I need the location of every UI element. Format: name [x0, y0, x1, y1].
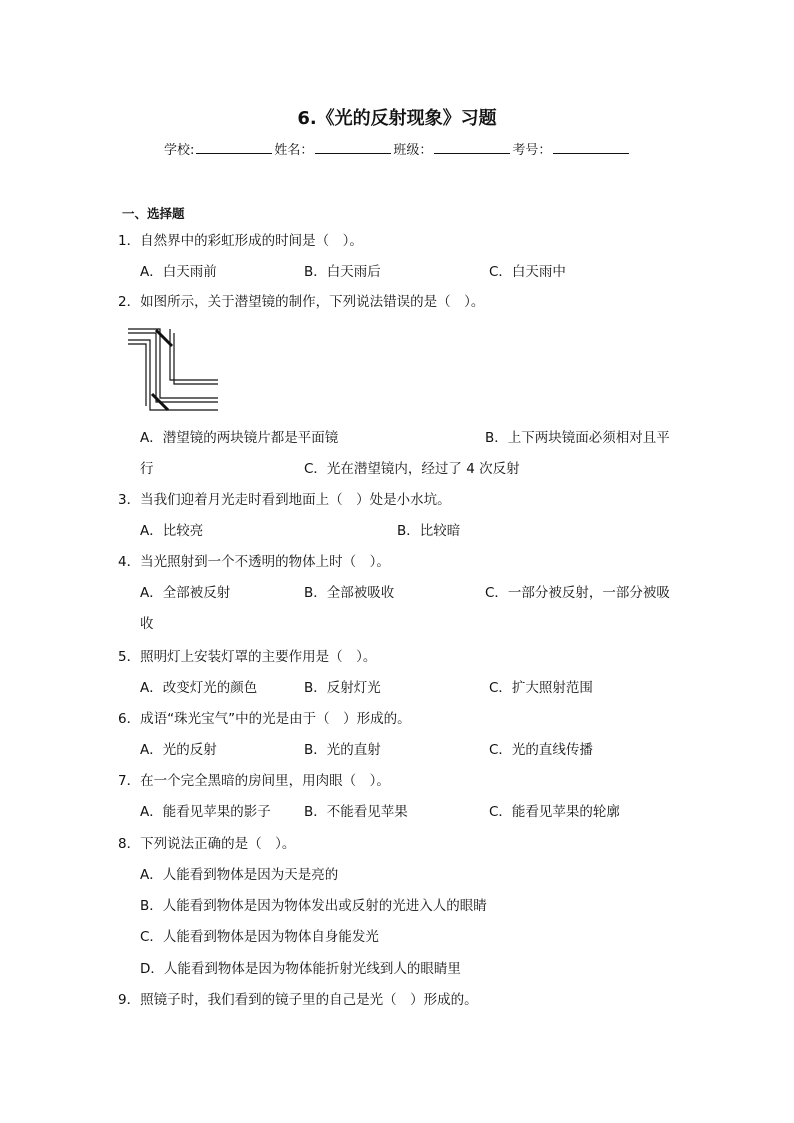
q8-option-c: C．人能看到物体是因为物体自身能发光 — [140, 929, 379, 945]
q6-option-a: A．光的反射 — [140, 742, 217, 758]
question-4: 4．当光照射到一个不透明的物体上时（ ）。 — [118, 554, 390, 570]
q1-option-c: C．白天雨中 — [489, 264, 566, 280]
q7-option-c: C．能看见苹果的轮廓 — [489, 804, 620, 820]
q1-option-b: B．白天雨后 — [304, 264, 381, 280]
question-7: 7．在一个完全黑暗的房间里，用肉眼（ ）。 — [118, 773, 390, 789]
q1-option-a: A．白天雨前 — [140, 264, 217, 280]
q5-option-b: B．反射灯光 — [304, 680, 381, 696]
periscope-figure — [126, 324, 222, 412]
question-8: 8．下列说法正确的是（ ）。 — [118, 836, 296, 852]
question-5: 5．照明灯上安装灯罩的主要作用是（ ）。 — [118, 649, 377, 665]
q7-option-b: B．不能看见苹果 — [304, 804, 408, 820]
question-3: 3．当我们迎着月光走时看到地面上（ ）处是小水坑。 — [118, 492, 451, 508]
q2-option-c: C．光在潜望镜内，经过了 4 次反射 — [304, 461, 520, 477]
q4-option-a: A．全部被反射 — [140, 585, 231, 601]
q2-option-b-cont: 行 — [140, 461, 154, 477]
number-label: 考号： — [512, 143, 552, 158]
q4-option-c: C．一部分被反射，一部分被吸 — [485, 585, 670, 601]
question-1: 1．自然界中的彩虹形成的时间是（ ）。 — [118, 233, 363, 249]
question-9: 9．照镜子时，我们看到的镜子里的自己是光（ ）形成的。 — [118, 992, 478, 1008]
class-blank[interactable] — [434, 142, 510, 154]
q6-option-c: C．光的直线传播 — [489, 742, 593, 758]
q8-option-d: D．人能看到物体是因为物体能折射光线到人的眼睛里 — [140, 961, 461, 977]
q3-option-b: B．比较暗 — [397, 523, 461, 539]
school-blank[interactable] — [196, 142, 272, 154]
q4-option-b: B．全部被吸收 — [304, 585, 395, 601]
q8-option-a: A．人能看到物体是因为天是亮的 — [140, 867, 339, 883]
question-6: 6．成语“珠光宝气”中的光是由于（ ）形成的。 — [118, 711, 411, 727]
name-blank[interactable] — [315, 142, 391, 154]
number-blank[interactable] — [553, 142, 629, 154]
q8-option-b: B．人能看到物体是因为物体发出或反射的光进入人的眼睛 — [140, 898, 487, 914]
page-title: 6.《光的反射现象》习题 — [297, 108, 497, 129]
q6-option-b: B．光的直射 — [304, 742, 381, 758]
student-info-line — [164, 139, 631, 158]
q2-option-b: B．上下两块镜面必须相对且平 — [485, 430, 670, 446]
q5-option-c: C．扩大照射范围 — [489, 680, 593, 696]
q7-option-a: A．能看见苹果的影子 — [140, 804, 271, 820]
q5-option-a: A．改变灯光的颜色 — [140, 680, 258, 696]
q4-option-c-cont: 收 — [140, 616, 154, 632]
section-heading: 一、选择题 — [122, 206, 185, 221]
class-label: 班级： — [393, 143, 433, 158]
question-2: 2．如图所示，关于潜望镜的制作，下列说法错误的是（ ）。 — [118, 294, 485, 310]
school-label: 学校: — [164, 143, 195, 158]
q2-option-a: A．潜望镜的两块镜片都是平面镜 — [140, 430, 339, 446]
name-label: 姓名： — [274, 143, 314, 158]
q3-option-a: A．比较亮 — [140, 523, 204, 539]
